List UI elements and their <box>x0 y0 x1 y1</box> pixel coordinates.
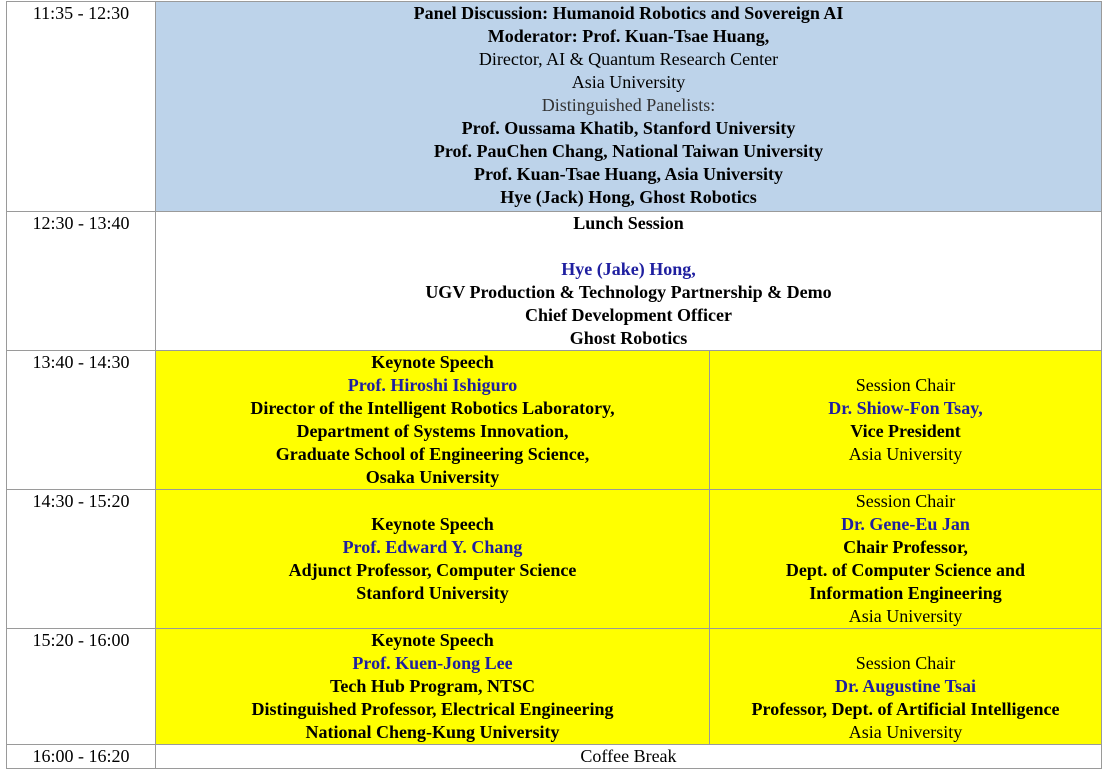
break-label: Coffee Break <box>580 746 677 766</box>
panelists-heading: Distinguished Panelists: <box>541 95 716 115</box>
speaker-school: Graduate School of Engineering Science, <box>275 444 590 464</box>
chair-name: Dr. Augustine Tsai <box>835 676 976 696</box>
session-title: Lunch Session <box>573 213 684 233</box>
agenda-row-lunch <box>7 212 1102 351</box>
chair-name: Dr. Gene-Eu Jan <box>841 514 970 534</box>
panelist: Prof. Oussama Khatib, Stanford University <box>461 118 796 138</box>
chair-label: Session Chair <box>855 653 956 673</box>
speaker-program: Tech Hub Program, NTSC <box>329 676 536 696</box>
speaker-name: Prof. Kuen-Jong Lee <box>352 653 513 673</box>
spacer <box>156 490 709 513</box>
keynote-cell <box>156 490 710 629</box>
time-slot: 13:40 - 14:30 <box>7 351 156 490</box>
time-slot: 12:30 - 13:40 <box>7 212 156 351</box>
agenda-row-keynote <box>7 490 1102 629</box>
chair-affiliation: Asia University <box>848 606 963 626</box>
keynote-cell <box>156 351 710 490</box>
speaker-affiliation: Osaka University <box>365 467 500 487</box>
time-slot: 16:00 - 16:20 <box>7 745 156 769</box>
chair-label: Session Chair <box>855 491 956 511</box>
speaker-affiliation: Ghost Robotics <box>569 328 688 348</box>
time-slot: 11:35 - 12:30 <box>7 2 156 212</box>
session-chair-cell <box>710 351 1102 490</box>
chair-title: Professor, Dept. of Artificial Intelligence <box>751 699 1060 719</box>
chair-affiliation: Asia University <box>848 444 963 464</box>
speaker-title: Director of the Intelligent Robotics Laboratory, <box>250 398 615 418</box>
chair-department: Information Engineering <box>809 583 1002 603</box>
speaker-department: Department of Systems Innovation, <box>296 421 569 441</box>
agenda-row-keynote <box>7 629 1102 745</box>
chair-name: Dr. Shiow-Fon Tsay, <box>828 398 983 418</box>
time-slot: 15:20 - 16:00 <box>7 629 156 745</box>
panelist: Prof. PauChen Chang, National Taiwan University <box>433 141 824 161</box>
moderator-name: Moderator: Prof. Kuan-Tsae Huang, <box>487 26 770 46</box>
session-chair-cell <box>710 629 1102 745</box>
spacer <box>156 235 1101 258</box>
speaker-affiliation: National Cheng-Kung University <box>305 722 560 742</box>
session-title: Panel Discussion: Humanoid Robotics and Sovereign AI <box>413 3 844 23</box>
session-title: Keynote Speech <box>371 514 494 534</box>
agenda-row-panel <box>7 2 1102 212</box>
talk-topic: UGV Production & Technology Partnership & Demo <box>425 282 832 302</box>
agenda-row-break <box>7 745 1102 769</box>
speaker-title: Distinguished Professor, Electrical Engineering <box>251 699 614 719</box>
spacer <box>710 351 1101 374</box>
spacer <box>710 629 1101 652</box>
keynote-cell <box>156 629 710 745</box>
moderator-title: Director, AI & Quantum Research Center <box>478 49 779 69</box>
speaker-name: Prof. Edward Y. Chang <box>342 537 523 557</box>
panel-discussion-cell <box>156 2 1102 212</box>
session-chair-cell <box>710 490 1102 629</box>
chair-department: Dept. of Computer Science and <box>785 560 1026 580</box>
moderator-affiliation: Asia University <box>571 72 686 92</box>
panelist: Hye (Jack) Hong, Ghost Robotics <box>500 187 757 207</box>
session-title: Keynote Speech <box>371 352 494 372</box>
panelist: Prof. Kuan-Tsae Huang, Asia University <box>473 164 784 184</box>
chair-title: Vice President <box>850 421 961 441</box>
time-slot: 14:30 - 15:20 <box>7 490 156 629</box>
lunch-session-cell <box>156 212 1102 351</box>
speaker-name: Prof. Hiroshi Ishiguro <box>347 375 518 395</box>
coffee-break-cell <box>156 745 1102 769</box>
agenda-row-keynote <box>7 351 1102 490</box>
speaker-name: Hye (Jake) Hong, <box>561 259 696 279</box>
speaker-title: Adjunct Professor, Computer Science <box>288 560 577 580</box>
agenda-table <box>6 1 1102 769</box>
chair-affiliation: Asia University <box>848 722 963 742</box>
speaker-title: Chief Development Officer <box>525 305 732 325</box>
speaker-affiliation: Stanford University <box>356 583 509 603</box>
chair-title: Chair Professor, <box>843 537 968 557</box>
session-title: Keynote Speech <box>371 630 494 650</box>
chair-label: Session Chair <box>855 375 956 395</box>
